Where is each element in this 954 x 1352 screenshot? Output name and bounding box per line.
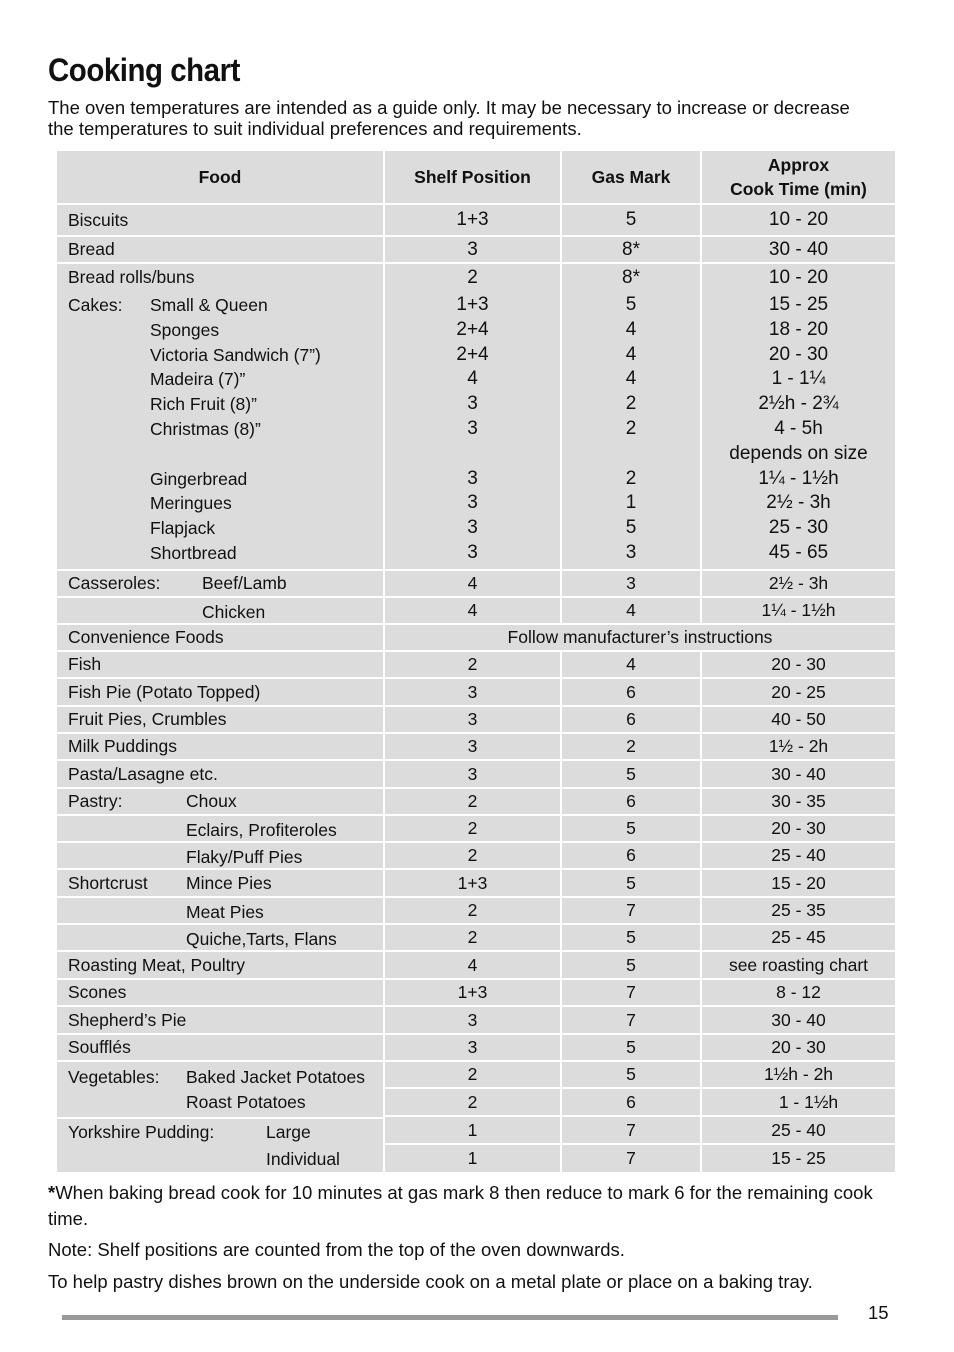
cake-shelf: 3 (467, 541, 478, 563)
footnote-star: * (48, 1182, 56, 1203)
time-cell: 20 - 30 (702, 652, 895, 679)
time-cell: 25 - 45 (702, 925, 895, 952)
gas-cell: 5 (562, 1062, 702, 1089)
header-cook-time (702, 151, 895, 205)
table-row (57, 952, 895, 980)
cake-shelf: 1+3 (456, 294, 489, 315)
shelf-cell: 4 (385, 598, 562, 625)
time-cell: 10 - 20 (702, 205, 895, 237)
shelf-cell: 2 (385, 843, 562, 870)
cakes-label: Cakes: (68, 295, 123, 315)
time-cell: 8 - 12 (702, 980, 895, 1007)
cake-shelf: 2+4 (456, 343, 489, 365)
shelf-cell: 1 (385, 1145, 562, 1172)
table-row (57, 789, 895, 816)
time-cell: 2½ - 3h (702, 571, 895, 598)
footnote-bread-text: When baking bread cook for 10 minutes at gas mark 8 then reduce to mark 6 for the remaining cook time. (48, 1182, 873, 1229)
cake-shelf: 4 (467, 368, 478, 390)
time-cell: 1 - 1½h (702, 1089, 895, 1117)
time-cell: 1½ - 2h (702, 734, 895, 761)
page-number: 15 (868, 1302, 889, 1323)
cake-item (150, 442, 321, 467)
shelf-cell: 3 (385, 707, 562, 734)
page-title: Cooking chart (48, 52, 240, 88)
cake-item: Meringues (150, 493, 232, 514)
food-cell (57, 291, 385, 571)
gas-cell: 5 (562, 816, 702, 843)
table-row (57, 734, 895, 761)
gas-cell: 7 (562, 1117, 702, 1145)
cooking-chart-table (57, 151, 895, 1172)
food-cell: Fruit Pies, Crumbles (57, 707, 385, 734)
cake-gas: 5 (625, 517, 637, 539)
food-cell (57, 870, 385, 898)
shelf-cell: 3 (385, 734, 562, 761)
gas-cell: 5 (562, 870, 702, 898)
cakes-items (150, 293, 321, 566)
food-cell: Fish Pie (Potato Topped) (57, 679, 385, 707)
gas-cell: 7 (562, 1007, 702, 1035)
time-cell: 30 - 40 (702, 237, 895, 264)
gas-cell: 8* (562, 237, 702, 264)
cake-time: 1 - 1¼ (771, 368, 826, 390)
food-cell (57, 898, 385, 925)
shelf-cell (385, 291, 562, 571)
cake-gas: 4 (625, 318, 637, 340)
table-row (57, 237, 895, 264)
time-cell: 25 - 35 (702, 898, 895, 925)
table-row (57, 898, 895, 925)
shortcrust-meat: Meat Pies (186, 902, 264, 922)
table-row-cakes (57, 291, 895, 571)
time-cell: 15 - 20 (702, 870, 895, 898)
cake-shelf: 3 (467, 417, 478, 439)
veg-roast: Roast Potatoes (186, 1092, 306, 1112)
cake-item: Sponges (150, 319, 220, 340)
cake-shelf: 3 (467, 467, 478, 489)
table-header-row (57, 151, 895, 205)
cake-time: 45 - 65 (768, 541, 829, 563)
food-cell: Pasta/Lasagne etc. (57, 761, 385, 789)
food-cell: Bread (57, 237, 385, 264)
shelf-cell: 3 (385, 237, 562, 264)
shelf-cell: 3 (385, 679, 562, 707)
gas-cell: 7 (562, 898, 702, 925)
shelf-cell: 3 (385, 761, 562, 789)
cake-item: Flapjack (150, 518, 216, 539)
food-cell (57, 843, 385, 870)
cake-time: 1¼ - 1½h (758, 467, 839, 489)
cake-item: Rich Fruit (8)” (150, 394, 257, 415)
gas-cell: 5 (562, 925, 702, 952)
table-row (57, 980, 895, 1007)
gas-cell: 6 (562, 679, 702, 707)
gas-cell (562, 291, 702, 571)
shortcrust-quiche: Quiche,Tarts, Flans (186, 929, 337, 949)
cake-item: Small & Queen (150, 295, 268, 315)
table-row (57, 870, 895, 898)
gas-cell: 6 (562, 789, 702, 816)
table-row (57, 1117, 895, 1145)
cake-time: 20 - 30 (768, 343, 829, 365)
cake-shelf: 2+4 (456, 318, 489, 340)
table-row (57, 571, 895, 598)
cake-shelf: 3 (467, 393, 478, 415)
casseroles-beef: Beef/Lamb (202, 573, 287, 593)
gas-cell: 7 (562, 1145, 702, 1172)
food-cell: Bread rolls/buns (57, 264, 385, 291)
cake-gas: 4 (625, 343, 637, 365)
table-row (57, 1007, 895, 1035)
time-cell (702, 291, 895, 571)
instructions-note: Follow manufacturer’s instructions (385, 625, 895, 652)
shortcrust-label: Shortcrust (68, 872, 148, 893)
food-cell (57, 925, 385, 952)
table-row (57, 816, 895, 843)
gas-cell: 5 (562, 952, 702, 980)
cake-gas: 3 (625, 541, 637, 563)
gas-cell: 2 (562, 734, 702, 761)
cake-item: Shortbread (150, 542, 237, 563)
food-cell: Fish (57, 652, 385, 679)
table-row (57, 1145, 895, 1172)
pastry-label: Pastry: (68, 791, 123, 811)
table-row (57, 1062, 895, 1089)
footnote-pastry: To help pastry dishes brown on the underside cook on a metal plate or place on a baking tray. (48, 1271, 813, 1292)
table-row (57, 707, 895, 734)
time-cell: 40 - 50 (702, 707, 895, 734)
table-row (57, 598, 895, 625)
header-food: Food (57, 151, 385, 205)
table-row (57, 925, 895, 952)
food-cell (57, 598, 385, 625)
pastry-flaky: Flaky/Puff Pies (186, 847, 303, 867)
shelf-cell: 1+3 (385, 980, 562, 1007)
shelf-cell: 4 (385, 571, 562, 598)
table-row (57, 652, 895, 679)
time-cell: 15 - 25 (771, 1148, 826, 1168)
footer-rule (62, 1315, 838, 1320)
shelf-cell: 1 (385, 1117, 562, 1145)
time-cell: 30 - 35 (702, 789, 895, 816)
shelf-cell: 4 (385, 952, 562, 980)
table-row (57, 1035, 895, 1062)
cake-shelf (385, 442, 560, 467)
cake-time: 25 - 30 (768, 517, 829, 539)
time-cell: 20 - 30 (702, 1035, 895, 1062)
cake-gas (562, 442, 700, 467)
yorkshire-label: Yorkshire Pudding: (68, 1121, 215, 1142)
gas-cell: 8* (562, 264, 702, 291)
cake-time: 18 - 20 (768, 318, 829, 340)
table-row (57, 679, 895, 707)
cake-item: Madeira (7)” (150, 369, 246, 390)
shelf-cell: 2 (385, 898, 562, 925)
food-cell (57, 1062, 385, 1117)
table-row (57, 843, 895, 870)
table-row (57, 761, 895, 789)
cake-gas: 2 (625, 467, 637, 489)
shelf-cell: 2 (385, 925, 562, 952)
veg-jacket: Baked Jacket Potatoes (186, 1067, 365, 1087)
time-cell: 30 - 40 (702, 761, 895, 789)
time-cell: see roasting chart (702, 952, 895, 980)
time-cell: 10 - 20 (768, 266, 829, 288)
time-cell: 25 - 40 (702, 1117, 895, 1145)
pastry-eclairs: Eclairs, Profiteroles (186, 820, 337, 840)
yorkshire-individual: Individual (266, 1149, 340, 1169)
cake-time: 2½h - 2¾ (758, 393, 839, 415)
gas-cell: 5 (562, 761, 702, 789)
gas-cell: 6 (562, 843, 702, 870)
gas-cell: 5 (562, 205, 702, 237)
food-cell (57, 571, 385, 598)
time-cell: 20 - 25 (702, 679, 895, 707)
intro-text (48, 97, 888, 139)
pastry-choux: Choux (186, 791, 237, 811)
gas-cell: 4 (562, 652, 702, 679)
casseroles-label: Casseroles: (68, 573, 161, 593)
casseroles-chicken: Chicken (202, 602, 266, 622)
shelf-cell: 1+3 (385, 205, 562, 237)
shelf-cell: 2 (385, 1089, 562, 1117)
shelf-cell: 2 (385, 264, 562, 291)
table-row (57, 205, 895, 237)
food-cell: Scones (57, 980, 385, 1007)
cake-gas: 2 (625, 393, 637, 415)
food-cell (57, 1145, 385, 1172)
food-cell: Biscuits (57, 205, 385, 237)
cake-time: depends on size (729, 442, 868, 464)
cake-gas: 4 (625, 368, 637, 390)
cake-gas: 2 (625, 417, 637, 439)
cake-time: 15 - 25 (768, 294, 829, 315)
cake-time: 4 - 5h (774, 417, 823, 439)
gas-cell: 7 (562, 980, 702, 1007)
cake-item: Christmas (8)” (150, 418, 261, 439)
cake-shelf: 3 (467, 517, 478, 539)
gas-cell: 6 (562, 1089, 702, 1117)
shelf-cell: 2 (385, 789, 562, 816)
shelf-cell: 2 (385, 1062, 562, 1089)
time-cell: 30 - 40 (702, 1007, 895, 1035)
cake-time: 2½ - 3h (766, 492, 831, 514)
food-cell (57, 789, 385, 816)
cake-item: Victoria Sandwich (7”) (150, 344, 321, 365)
shelf-cell: 3 (385, 1035, 562, 1062)
food-cell: Roasting Meat, Poultry (57, 952, 385, 980)
cake-gas: 1 (625, 492, 637, 514)
intro-line-2: the temperatures to suit individual preferences and requirements. (48, 118, 582, 139)
shelf-cell: 1+3 (385, 870, 562, 898)
food-cell: Convenience Foods (57, 625, 385, 652)
shelf-cell: 2 (385, 652, 562, 679)
header-gas-mark: Gas Mark (562, 151, 702, 205)
cake-gas: 5 (625, 294, 637, 315)
gas-cell: 5 (562, 1035, 702, 1062)
gas-cell: 4 (562, 598, 702, 625)
food-cell: Soufflés (57, 1035, 385, 1062)
food-cell: Shepherd’s Pie (57, 1007, 385, 1035)
shortcrust-mince: Mince Pies (186, 872, 272, 893)
time-cell: 25 - 40 (702, 843, 895, 870)
header-cook-time-line2: Cook Time (min) (730, 179, 867, 199)
intro-line-1: The oven temperatures are intended as a guide only. It may be necessary to increase or decrease (48, 97, 850, 118)
time-cell: 1½h - 2h (702, 1062, 895, 1089)
footnote-shelf-note: Note: Shelf positions are counted from the top of the oven downwards. (48, 1239, 625, 1260)
cake-item: Gingerbread (150, 468, 248, 489)
time-cell: 1¼ - 1½h (702, 598, 895, 625)
header-cook-time-line1: Approx (767, 155, 830, 175)
cake-shelf: 3 (467, 492, 478, 514)
shelf-cell: 2 (385, 816, 562, 843)
table-row (57, 625, 895, 652)
gas-cell: 3 (562, 571, 702, 598)
time-cell: 20 - 30 (702, 816, 895, 843)
header-shelf-position: Shelf Position (385, 151, 562, 205)
gas-cell: 6 (562, 707, 702, 734)
table-row (57, 264, 895, 291)
footnote-bread (48, 1180, 888, 1232)
vegetables-label: Vegetables: (68, 1067, 160, 1087)
yorkshire-large: Large (266, 1121, 311, 1142)
food-cell (57, 1117, 385, 1145)
food-cell: Milk Puddings (57, 734, 385, 761)
food-cell (57, 816, 385, 843)
shelf-cell: 3 (385, 1007, 562, 1035)
